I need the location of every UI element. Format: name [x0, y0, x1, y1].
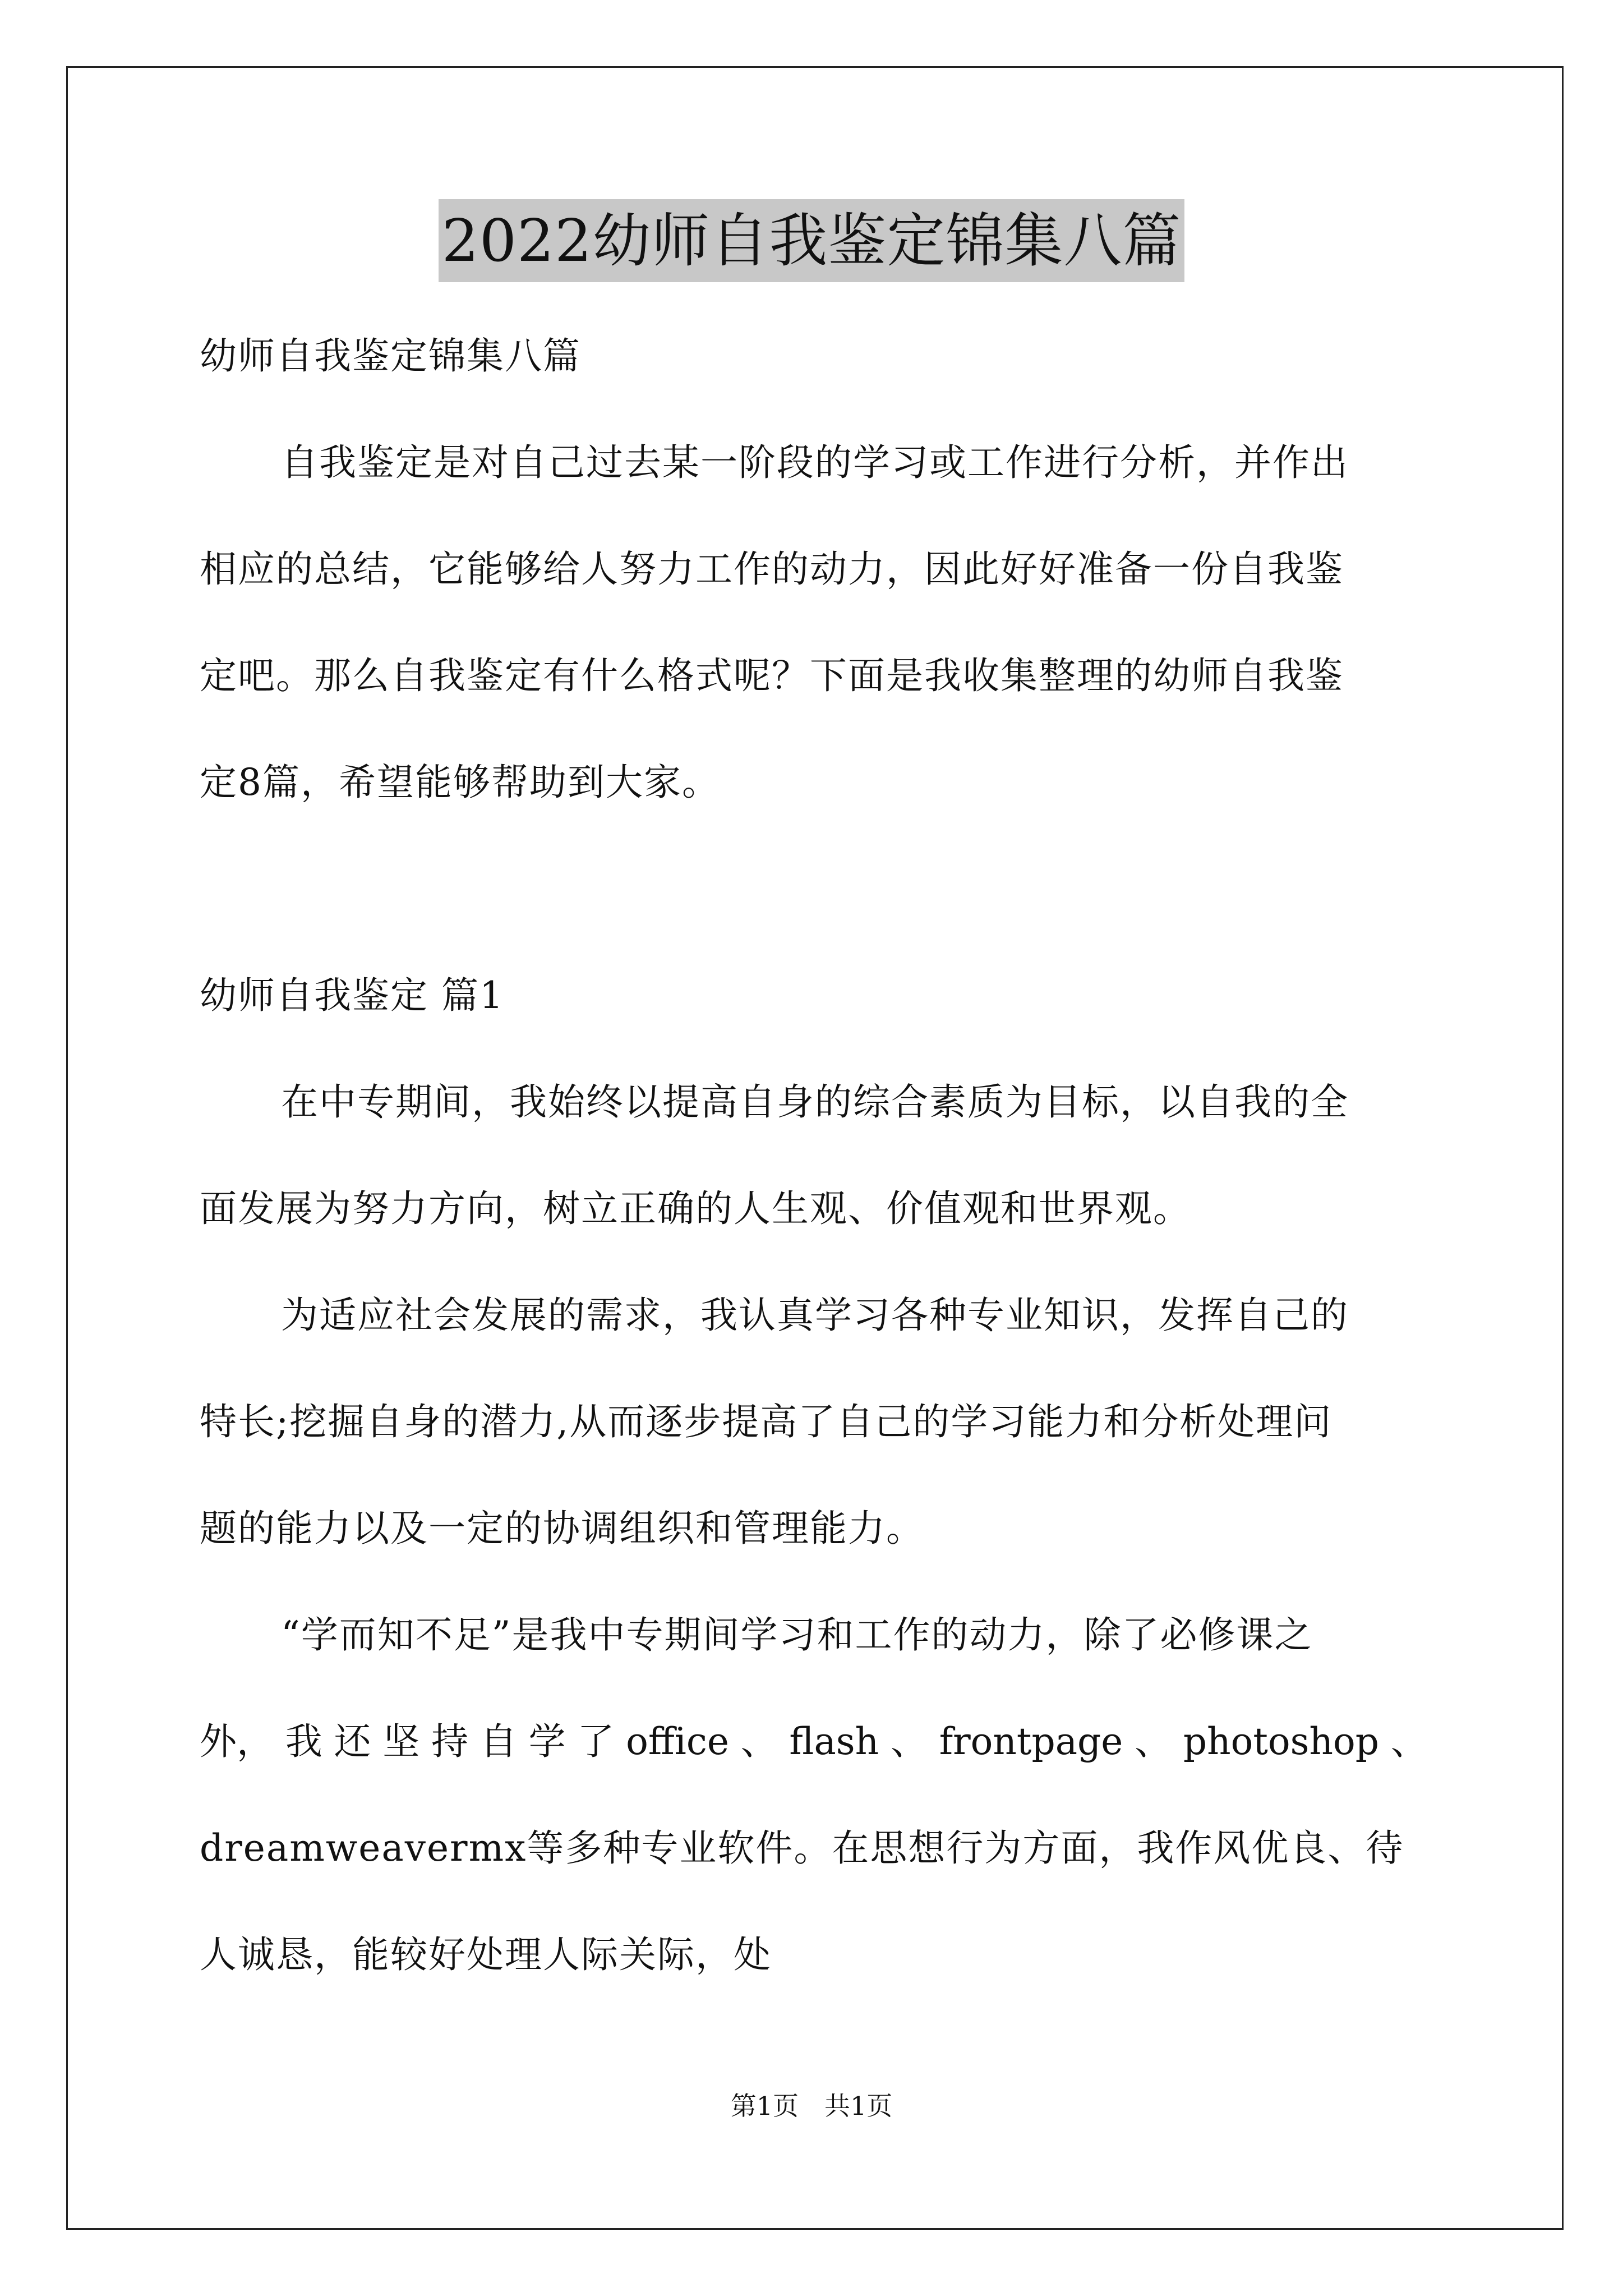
intro-line: 定8篇，希望能够帮助到大家。: [200, 761, 720, 804]
paragraph-line: 面发展为努力方向，树立正确的人生观、价值观和世界观。: [200, 1187, 1191, 1230]
intro-line: 自我鉴定是对自己过去某一阶段的学习或工作进行分析，并作出: [281, 441, 1349, 484]
paragraph-line: “学而知不足”是我中专期间学习和工作的动力，除了必修课之: [281, 1613, 1313, 1657]
document-body: [200, 303, 1428, 2008]
title-container: [0, 199, 1623, 282]
section-heading: 幼师自我鉴定 篇1: [200, 974, 504, 1017]
page-footer: 第1页 共1页: [730, 2091, 893, 2121]
paragraph-line: 题的能力以及一定的协调组织和管理能力。: [200, 1507, 924, 1550]
word: 、: [890, 1720, 928, 1763]
paragraph-line: 为适应社会发展的需求，我认真学习各种专业知识，发挥自己的: [281, 1294, 1349, 1337]
word: 坚: [382, 1720, 420, 1763]
word: 外，: [200, 1720, 274, 1763]
word: 、: [1390, 1720, 1428, 1763]
paragraph-line: 特长;挖掘自身的潜力,从而逐步提高了自己的学习能力和分析处理问: [200, 1400, 1332, 1443]
word: 、: [740, 1720, 778, 1763]
paragraph-line: 在中专期间，我始终以提高自身的综合素质为目标，以自我的全: [281, 1080, 1349, 1124]
word: photoshop: [1183, 1720, 1380, 1763]
word: 、: [1135, 1720, 1172, 1763]
word: 还: [334, 1720, 371, 1763]
paragraph-line: 人诚恳，能较好处理人际关际，处: [200, 1933, 772, 1976]
word: 持: [431, 1720, 469, 1763]
paragraph-line: dreamweavermx等多种专业软件。在思想行为方面，我作风优良、待: [200, 1826, 1404, 1870]
word: office: [626, 1720, 729, 1763]
intro-line: 定吧。那么自我鉴定有什么格式呢？下面是我收集整理的幼师自我鉴: [200, 654, 1344, 697]
word: 自: [479, 1720, 517, 1763]
word: 了: [577, 1720, 615, 1763]
section-gap: [200, 836, 1428, 942]
word: flash: [789, 1720, 879, 1763]
word: 学: [528, 1720, 566, 1763]
word: 我: [285, 1720, 322, 1763]
document-subtitle: 幼师自我鉴定锦集八篇: [200, 334, 581, 378]
intro-line: 相应的总结，它能够给人努力工作的动力，因此好好准备一份自我鉴: [200, 547, 1344, 591]
paragraph-line-justified: [200, 1688, 1428, 1795]
document-title: 2022幼师自我鉴定锦集八篇: [439, 199, 1185, 282]
word: frontpage: [939, 1720, 1123, 1763]
